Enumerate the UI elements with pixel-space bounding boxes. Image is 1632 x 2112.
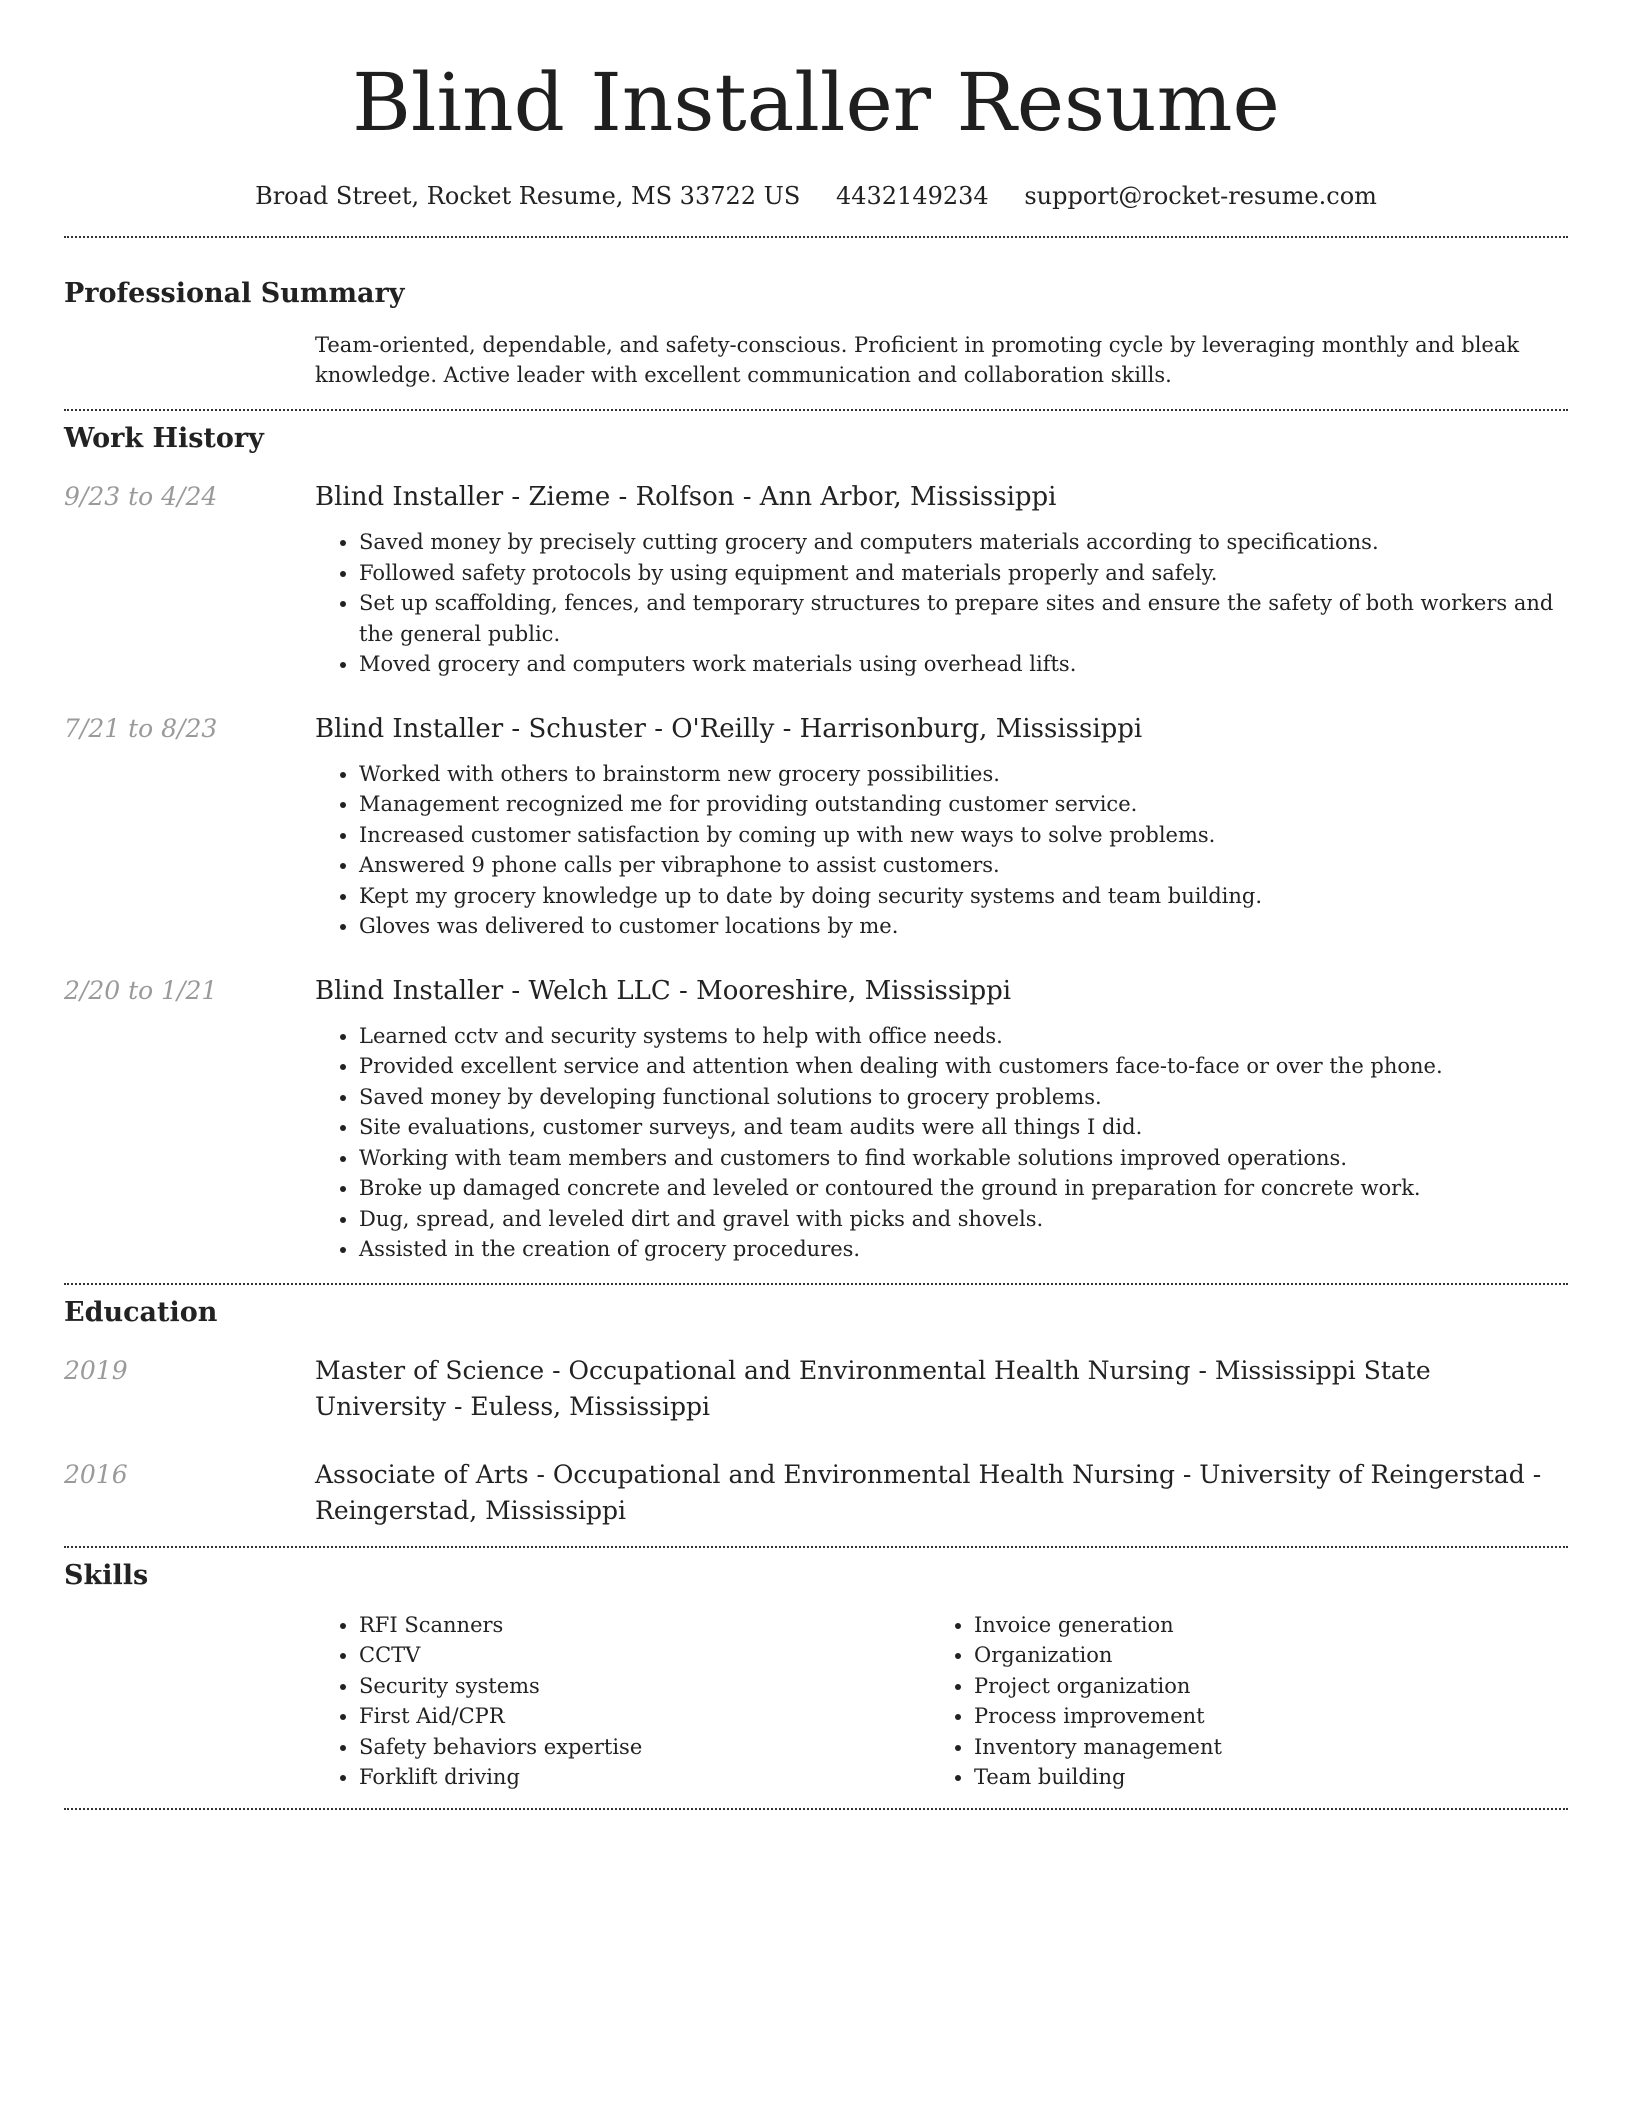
divider: [64, 236, 1568, 238]
education-title: Master of Science - Occupational and Environmental Health Nursing - Mississippi State University - Euless, Mississippi: [315, 1355, 1431, 1421]
job-details: [315, 711, 1568, 942]
divider: [64, 1808, 1568, 1810]
job-dates: 9/23 to 4/24: [64, 482, 218, 511]
resume-page: [64, 0, 1568, 1810]
education-year: 2019: [64, 1355, 128, 1385]
job-details: [315, 479, 1568, 680]
job-bullets: [315, 1021, 1568, 1265]
summary-row: [64, 330, 1568, 390]
skills-list: [930, 1610, 1545, 1793]
job-bullet: • Broke up damaged concrete and leveled or contoured the ground in preparation for concrete work.: [359, 1173, 1568, 1204]
job-bullet: • Kept my grocery knowledge up to date by doing security systems and team building.: [359, 881, 1568, 912]
job-bullet: • Worked with others to brainstorm new grocery possibilities.: [359, 759, 1568, 790]
job-bullet: • Increased customer satisfaction by coming up with new ways to solve problems.: [359, 820, 1568, 851]
skill-item: • First Aid/CPR: [359, 1701, 930, 1732]
job-bullet: • Followed safety protocols by using equipment and materials properly and safely.: [359, 558, 1568, 589]
skills-column-left: [315, 1610, 930, 1793]
job-bullet: • Moved grocery and computers work materials using overhead lifts.: [359, 649, 1568, 680]
skill-item: • Inventory management: [974, 1732, 1545, 1763]
skills-list: [315, 1610, 930, 1793]
skill-item: • Project organization: [974, 1671, 1545, 1702]
job-bullet: • Provided excellent service and attention when dealing with customers face-to-face or over the phone.: [359, 1051, 1568, 1082]
job-details: [315, 973, 1568, 1265]
education-entry: [64, 1353, 1568, 1425]
skill-item: • RFI Scanners: [359, 1610, 930, 1641]
skill-item: • Security systems: [359, 1671, 930, 1702]
summary-section: [64, 276, 1568, 390]
job-bullet: • Set up scaffolding, fences, and temporary structures to prepare sites and ensure the safety of both workers and the general public.: [359, 588, 1568, 649]
skill-item: • Process improvement: [974, 1701, 1545, 1732]
work-heading: Work History: [64, 423, 264, 454]
education-year: 2016: [64, 1459, 128, 1489]
contact-line: [64, 178, 1568, 214]
job-dates: 7/21 to 8/23: [64, 713, 218, 743]
work-section: [64, 421, 1568, 1265]
job-bullet: • Site evaluations, customer surveys, and team audits were all things I did.: [359, 1112, 1568, 1143]
skills-columns: [315, 1610, 1568, 1793]
contact-address: Broad Street, Rocket Resume, MS 33722 US: [255, 182, 801, 210]
job-bullet: • Answered 9 phone calls per vibraphone to assist customers.: [359, 850, 1568, 881]
divider: [64, 1546, 1568, 1548]
job-dates: 2/20 to 1/21: [64, 975, 218, 1005]
skills-section: [64, 1558, 1568, 1793]
job-bullet: • Management recognized me for providing outstanding customer service.: [359, 789, 1568, 820]
job-bullet: • Gloves was delivered to customer locations by me.: [359, 911, 1568, 942]
skill-item: • Team building: [974, 1762, 1545, 1793]
education-section: [64, 1295, 1568, 1529]
summary-heading: Professional Summary: [64, 278, 405, 309]
job-title: Blind Installer - Schuster - O'Reilly - Harrisonburg, Mississippi: [315, 713, 1143, 744]
job-bullets: [315, 759, 1568, 942]
job-bullet: • Assisted in the creation of grocery procedures.: [359, 1234, 1568, 1265]
job-title: Blind Installer - Zieme - Rolfson - Ann Arbor, Mississippi: [315, 482, 1057, 512]
skill-item: • Safety behaviors expertise: [359, 1732, 930, 1763]
contact-email: support@rocket-resume.com: [1024, 182, 1377, 210]
divider: [64, 1283, 1568, 1285]
education-title: Associate of Arts - Occupational and Environmental Health Nursing - University of Reingerstad - Reingerstad, Mississippi: [315, 1459, 1542, 1525]
job-entry: [64, 711, 1568, 942]
skill-item: • Forklift driving: [359, 1762, 930, 1793]
job-bullets: [315, 527, 1568, 680]
skills-spacer: [64, 1610, 315, 1793]
summary-spacer: [64, 330, 315, 390]
education-entry: [64, 1457, 1568, 1529]
skill-item: • Invoice generation: [974, 1610, 1545, 1641]
job-entry: [64, 479, 1568, 680]
job-bullet: • Working with team members and customers to find workable solutions improved operations.: [359, 1143, 1568, 1174]
job-bullet: • Learned cctv and security systems to help with office needs.: [359, 1021, 1568, 1052]
skills-row: [64, 1610, 1568, 1793]
skills-heading: Skills: [64, 1559, 149, 1591]
summary-text: Team-oriented, dependable, and safety-conscious. Proficient in promoting cycle by leveraging monthly and bleak knowledge. Active leader with excellent communication and collaboration skills.: [315, 333, 1520, 387]
contact-phone: 4432149234: [835, 182, 989, 210]
resume-title: Blind Installer Resume: [352, 56, 1280, 149]
skills-column-right: [930, 1610, 1545, 1793]
skill-item: • CCTV: [359, 1640, 930, 1671]
skill-item: • Organization: [974, 1640, 1545, 1671]
job-entry: [64, 973, 1568, 1265]
job-bullet: • Dug, spread, and leveled dirt and gravel with picks and shovels.: [359, 1204, 1568, 1235]
divider: [64, 409, 1568, 411]
job-bullet: • Saved money by developing functional solutions to grocery problems.: [359, 1082, 1568, 1113]
job-title: Blind Installer - Welch LLC - Mooreshire, Mississippi: [315, 975, 1012, 1006]
job-bullet: • Saved money by precisely cutting grocery and computers materials according to specifications.: [359, 527, 1568, 558]
education-heading: Education: [64, 1296, 218, 1328]
